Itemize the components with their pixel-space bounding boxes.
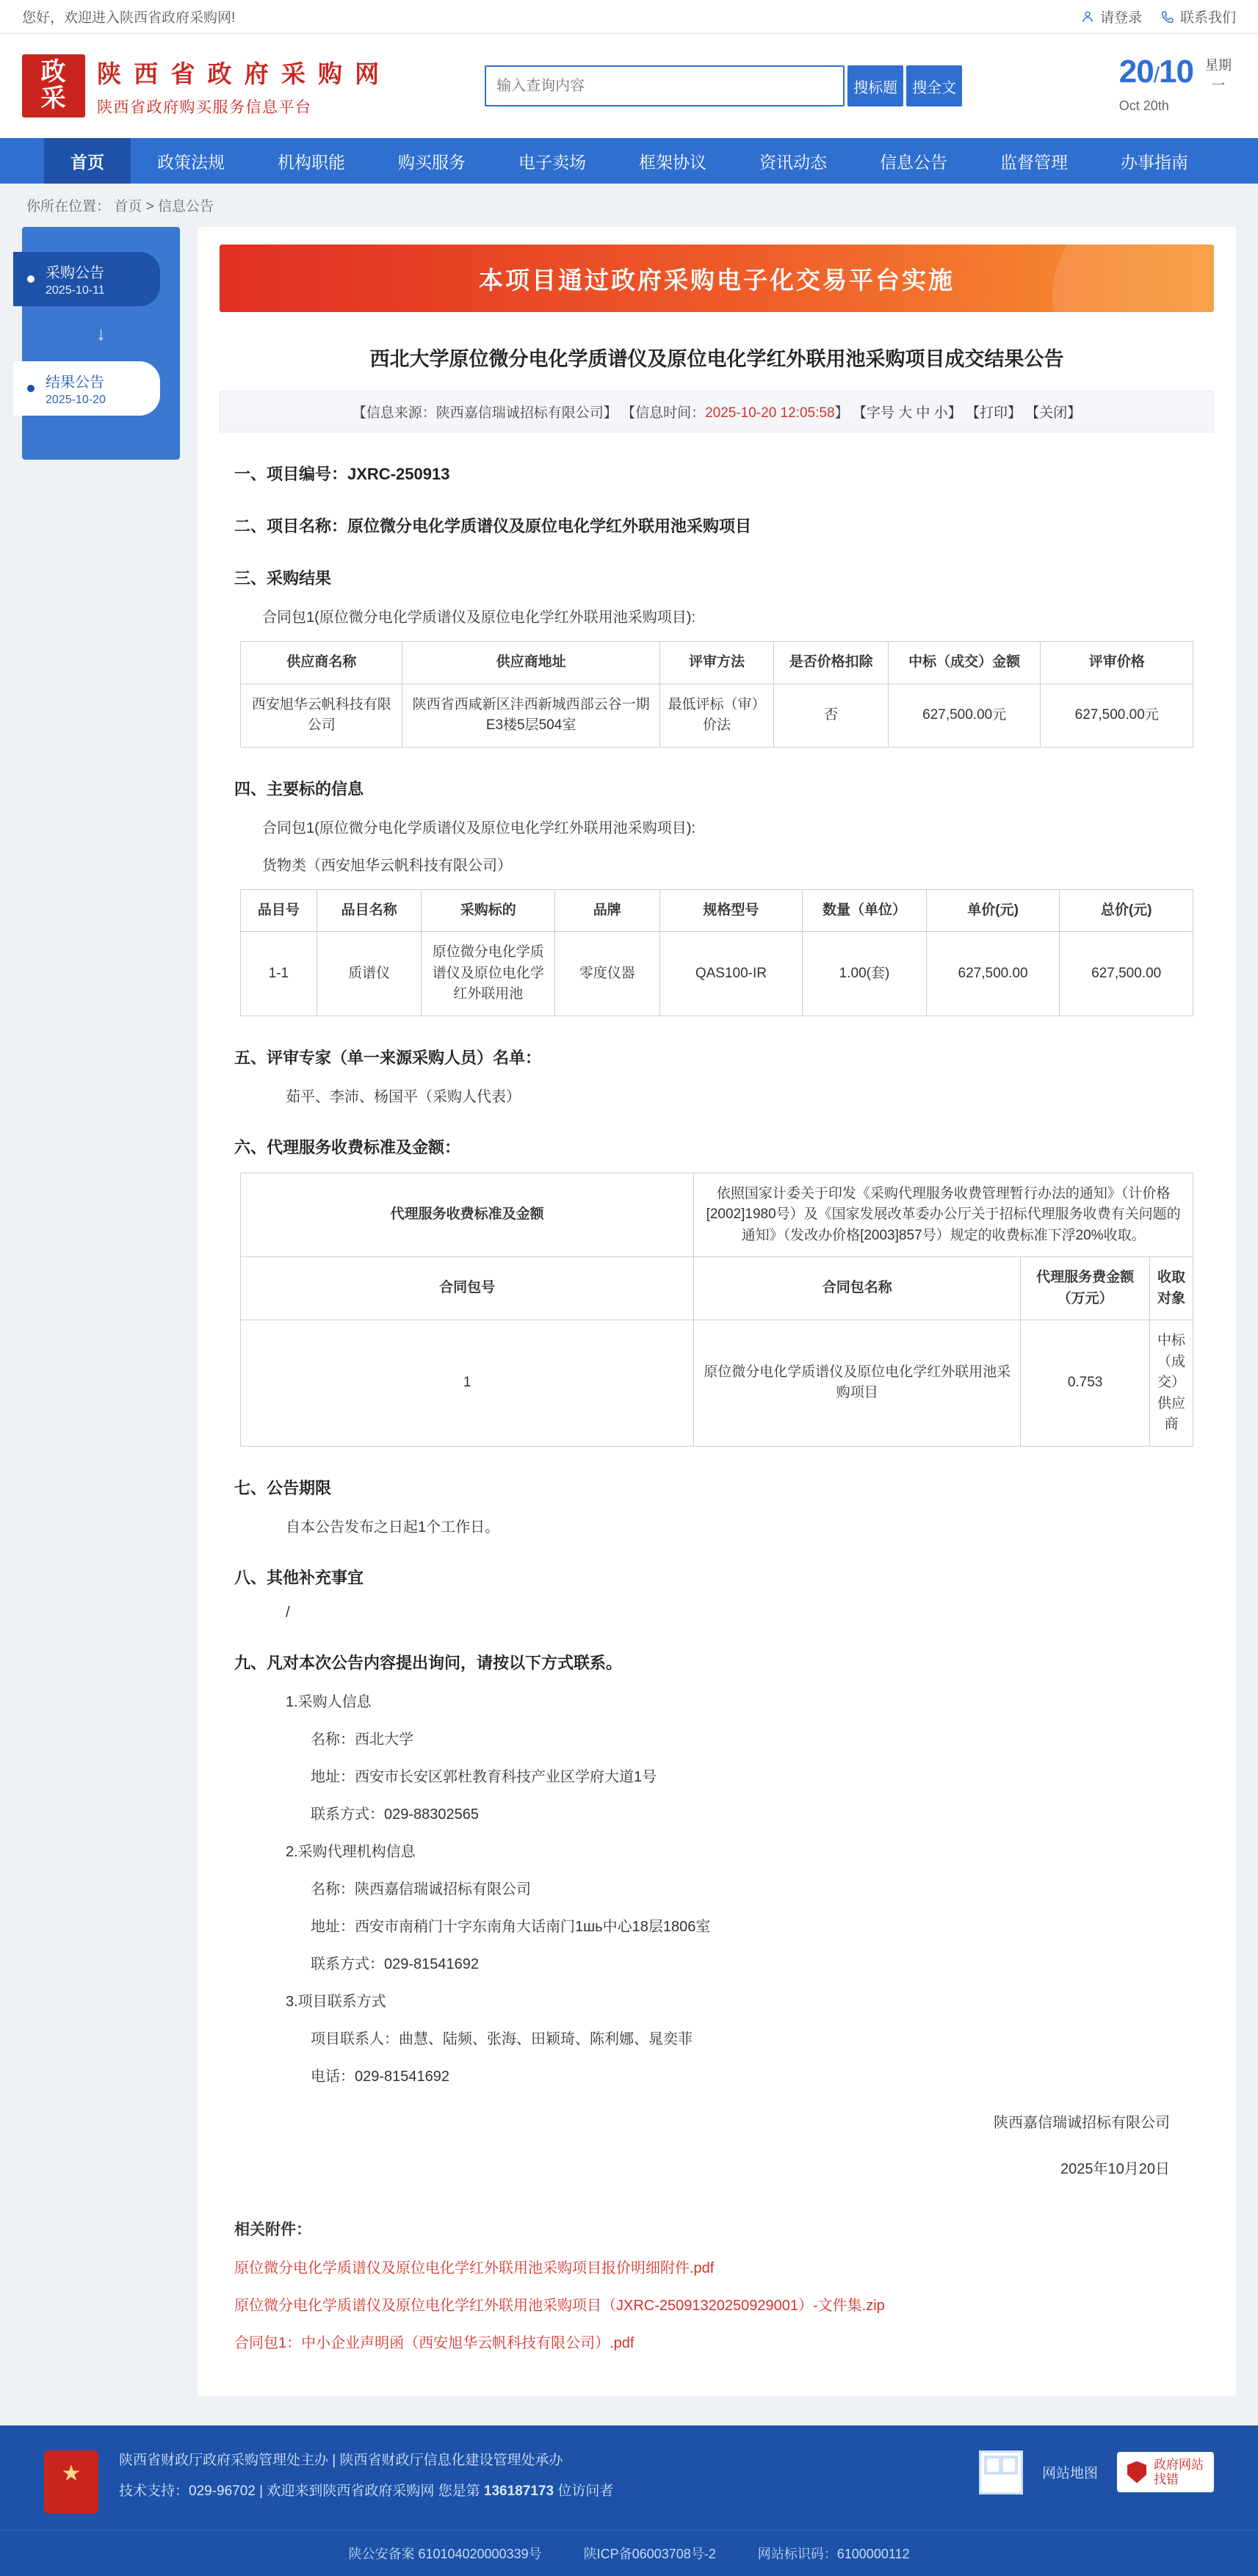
table-header-row <box>241 889 1193 932</box>
search-title-button[interactable]: 搜标题 <box>847 65 903 106</box>
attachment-link-3[interactable]: 合同包1：中小企业声明函（西安旭华云帆科技有限公司）.pdf <box>234 2334 635 2351</box>
table-row <box>241 1320 1193 1447</box>
signature-date: 2025年10月20日 <box>1060 2160 1170 2177</box>
page-body <box>0 227 1258 2425</box>
sidebar-item-date: 2025-10-11 <box>46 284 105 297</box>
print-button[interactable]: 【打印】 <box>965 405 1022 421</box>
bullet-icon <box>25 273 37 285</box>
breadcrumb-current[interactable]: 信息公告 <box>157 199 214 214</box>
date-month: 10 <box>1159 54 1193 90</box>
table-header-row <box>241 1257 1193 1320</box>
agency-fee-table <box>240 1173 1193 1447</box>
cell-package-name: 原位微分电化学质谱仪及原位电化学红外联用池采购项目 <box>694 1320 1021 1447</box>
section-5-body: 茹平、李沛、杨国平（采购人代表） <box>286 1088 521 1105</box>
nav-item-purchase-service[interactable]: 购买服务 <box>398 152 466 172</box>
scroll-down-icon[interactable]: ↓ <box>96 322 106 344</box>
signature-company: 陕西嘉信瑞诚招标有限公司 <box>994 2114 1170 2131</box>
phone-icon <box>1161 10 1174 23</box>
nav-item-supervision[interactable]: 监督管理 <box>1000 152 1068 172</box>
shield-icon <box>1127 2461 1146 2483</box>
project-contact-persons: 项目联系人：曲慧、陆频、张海、田颖琦、陈利娜、晁奕菲 <box>311 2030 693 2047</box>
col-supplier-name: 供应商名称 <box>241 642 402 684</box>
gov-website-report-badge[interactable] <box>1117 2452 1214 2492</box>
attachments-heading: 相关附件： <box>234 2221 311 2238</box>
contact-label: 联系我们 <box>1179 10 1236 26</box>
logo-mark-char-2: 采 <box>40 84 67 112</box>
fee-standard-title: 代理服务收费标准及金额 <box>241 1173 694 1257</box>
utility-bar <box>0 0 1258 34</box>
article-metabar <box>220 391 1214 433</box>
section-3-heading: 三、采购结果 <box>234 569 332 587</box>
col-unit-price: 单价(元) <box>926 889 1060 932</box>
col-award-amount: 中标（成交）金额 <box>888 642 1041 684</box>
bullet-icon <box>25 383 37 394</box>
col-price-deduction: 是否价格扣除 <box>774 642 889 684</box>
nav-item-functions[interactable]: 机构职能 <box>278 152 345 172</box>
col-model: 规格型号 <box>659 889 803 932</box>
footer-support-suffix: 位访问者 <box>557 2483 614 2499</box>
section-4-heading: 四、主要标的信息 <box>234 779 364 798</box>
nav-item-news[interactable]: 资讯动态 <box>759 152 827 172</box>
col-review-price: 评审价格 <box>1041 642 1193 684</box>
site-header <box>0 34 1258 138</box>
section-4-subtitle-1: 合同包1(原位微分电化学质谱仪及原位电化学红外联用池采购项目): <box>262 820 695 836</box>
font-size-control[interactable]: 【字号 大 中 小】 <box>852 405 962 421</box>
project-contact-tel: 电话：029-81541692 <box>311 2068 450 2085</box>
sidebar <box>22 227 180 460</box>
cell-fee-payer: 中标（成交）供应商 <box>1149 1320 1193 1447</box>
cell-model: QAS100-IR <box>659 932 803 1016</box>
agency-heading: 2.采购代理机构信息 <box>286 1843 416 1860</box>
col-item-name: 品目名称 <box>317 889 422 932</box>
section-3-subtitle: 合同包1(原位微分电化学质谱仪及原位电化学红外联用池采购项目): <box>262 609 695 626</box>
cell-award-amount: 627,500.00元 <box>888 684 1041 747</box>
close-button[interactable]: 【关闭】 <box>1025 405 1082 421</box>
sidebar-item-label: 采购公告 <box>46 265 104 281</box>
section-8-heading: 八、其他补充事宜 <box>234 1568 364 1587</box>
col-package-name: 合同包名称 <box>694 1257 1021 1320</box>
col-item-target: 采购标的 <box>422 889 555 932</box>
section-7-body: 自本公告发布之日起1个工作日。 <box>286 1519 500 1535</box>
logo-subtitle: 陕西省政府购买服务信息平台 <box>97 98 312 116</box>
cell-brand: 零度仪器 <box>554 932 659 1016</box>
site-id-code: 网站标识码：6100000112 <box>757 2546 910 2561</box>
cell-fee-amount: 0.753 <box>1021 1320 1150 1447</box>
contact-button[interactable] <box>1161 7 1236 26</box>
agency-tel: 联系方式：029-81541692 <box>311 1955 480 1972</box>
logo-mark-char-1: 政 <box>40 58 67 87</box>
section-4-subtitle-2: 货物类（西安旭华云帆科技有限公司） <box>262 857 512 874</box>
time-label: 【信息时间： <box>621 405 706 421</box>
project-contact-heading: 3.项目联系方式 <box>286 1993 386 2010</box>
purchaser-address: 地址：西安市长安区郭杜教育科技产业区学府大道1号 <box>311 1768 657 1785</box>
breadcrumb-prefix: 你所在位置： <box>26 199 111 214</box>
main-nav <box>0 138 1258 184</box>
logo-title: 陕 西 省 政 府 采 购 网 <box>97 59 383 87</box>
col-supplier-address: 供应商地址 <box>402 642 659 684</box>
breadcrumb <box>0 184 1258 227</box>
section-6-heading: 六、代理服务收费标准及金额： <box>234 1137 461 1157</box>
date-widget <box>1119 56 1232 114</box>
section-8-body: / <box>286 1604 290 1621</box>
nav-item-emarket[interactable]: 电子卖场 <box>518 152 586 172</box>
col-package-no: 合同包号 <box>241 1257 694 1320</box>
cell-review-price: 627,500.00元 <box>1041 684 1193 747</box>
nav-item-guide[interactable]: 办事指南 <box>1121 152 1188 172</box>
cell-item-name: 质谱仪 <box>317 932 422 1016</box>
qr-code-icon <box>979 2450 1023 2494</box>
sidebar-item-label: 结果公告 <box>46 375 104 391</box>
welcome-text: 您好，欢迎进入陕西省政府采购网! <box>22 10 236 26</box>
col-total-price: 总价(元) <box>1060 889 1193 932</box>
police-record: 陕公安备案 610104020000339号 <box>348 2546 542 2561</box>
attachment-link-1[interactable]: 原位微分电化学质谱仪及原位电化学红外联用池采购项目报价明细附件.pdf <box>234 2260 715 2276</box>
badge-line-2: 找错 <box>1154 2472 1179 2486</box>
nav-item-announcements[interactable]: 信息公告 <box>880 152 947 172</box>
section-1-heading: 一、项目编号：JXRC-250913 <box>234 465 450 483</box>
breadcrumb-home[interactable]: 首页 <box>114 199 142 214</box>
search-fulltext-button[interactable]: 搜全文 <box>906 65 962 106</box>
cell-total-price: 627,500.00 <box>1060 932 1193 1016</box>
breadcrumb-separator: > <box>145 199 154 214</box>
cell-quantity: 1.00(套) <box>803 932 927 1016</box>
badge-line-1: 政府网站 <box>1154 2457 1204 2472</box>
col-fee-payer: 收取对象 <box>1149 1257 1193 1320</box>
nav-item-framework[interactable]: 框架协议 <box>639 152 706 172</box>
cell-item-no: 1-1 <box>241 932 317 1016</box>
result-table <box>240 641 1193 748</box>
sidebar-item-result-notice[interactable] <box>13 361 160 416</box>
publish-time: 2025-10-20 12:05:58 <box>705 405 835 421</box>
attachment-link-2[interactable]: 原位微分电化学质谱仪及原位电化学红外联用池采购项目（JXRC-25091320250929001）-文件集.zip <box>234 2297 885 2314</box>
site-footer <box>0 2425 1258 2576</box>
date-day: 20 <box>1118 54 1154 90</box>
col-quantity: 数量（单位） <box>803 889 927 932</box>
item-table <box>240 889 1193 1016</box>
col-brand: 品牌 <box>554 889 659 932</box>
cell-unit-price: 627,500.00 <box>926 932 1060 1016</box>
purchaser-heading: 1.采购人信息 <box>286 1693 372 1710</box>
login-label: 请登录 <box>1099 10 1142 26</box>
cell-price-deduction: 否 <box>774 684 889 747</box>
source-value: 陕西嘉信瑞诚招标有限公司 <box>435 405 604 421</box>
page-title: 西北大学原位微分电化学质谱仪及原位电化学红外联用池采购项目成交结果公告 <box>369 348 1064 370</box>
nav-item-home[interactable]: 首页 <box>44 138 131 184</box>
attachments-list <box>220 2256 1214 2352</box>
search-input[interactable] <box>485 65 845 106</box>
sidebar-item-purchase-notice[interactable] <box>13 252 160 306</box>
week-label: 星期 <box>1205 58 1232 73</box>
agency-name: 名称：陕西嘉信瑞诚招标有限公司 <box>311 1881 531 1897</box>
platform-banner: 本项目通过政府采购电子化交易平台实施 <box>220 245 1214 312</box>
site-logo[interactable] <box>22 54 382 117</box>
section-9-heading: 九、凡对本次公告内容提出询问，请按以下方式联系。 <box>234 1653 623 1672</box>
cell-item-target: 原位微分电化学质谱仪及原位电化学红外联用池 <box>422 932 555 1016</box>
cell-supplier-name: 西安旭华云帆科技有限公司 <box>241 684 402 747</box>
logo-mark-icon <box>22 54 85 117</box>
col-review-method: 评审方法 <box>659 642 774 684</box>
cell-review-method: 最低评标（审）价法 <box>659 684 774 747</box>
week-value: 一 <box>1212 78 1225 93</box>
section-7-heading: 七、公告期限 <box>234 1478 332 1497</box>
time-end: 】 <box>834 405 849 421</box>
source-label: 【信息来源： <box>352 405 436 421</box>
table-row <box>241 684 1193 747</box>
fee-standard-note: 依照国家计委关于印发《采购代理服务收费管理暂行办法的通知》（计价格[2002]1980号）及《国家发展改革委办公厅关于招标代理服务收费有关问题的通知》（发改办价格[2003]857号）规定的收费标准下浮20%收取。 <box>694 1173 1193 1257</box>
section-5-heading: 五、评审专家（单一来源采购人员）名单： <box>234 1048 542 1067</box>
cell-supplier-address: 陕西省西咸新区沣西新城西部云谷一期E3楼5层504室 <box>402 684 659 747</box>
purchaser-tel: 联系方式：029-88302565 <box>311 1806 480 1823</box>
footer-support-line: 技术支持：029-96702 | 欢迎来到陕西省政府采购网 您是第 <box>119 2483 480 2499</box>
footer-org-line: 陕西省财政厅政府采购管理处主办 | 陕西省财政厅信息化建设管理处承办 <box>119 2452 563 2468</box>
table-row <box>241 1173 1193 1257</box>
source-end: 】 <box>603 405 618 421</box>
section-2-heading: 二、项目名称：原位微分电化学质谱仪及原位电化学红外联用池采购项目 <box>234 517 752 535</box>
purchaser-name: 名称：西北大学 <box>311 1731 413 1748</box>
table-row <box>241 932 1193 1016</box>
date-english: Oct 20th <box>1118 98 1169 113</box>
search-area <box>485 65 962 106</box>
user-icon <box>1081 10 1094 23</box>
footer-legal-bar <box>0 2530 1258 2576</box>
date-separator: / <box>1153 63 1160 87</box>
visitor-count: 136187173 <box>483 2483 554 2499</box>
cell-package-no: 1 <box>241 1320 694 1447</box>
announcement-article <box>198 227 1236 2396</box>
icp-record[interactable]: 陕ICP备06003708号-2 <box>583 2546 716 2561</box>
sitemap-link[interactable]: 网站地图 <box>1041 2466 1098 2481</box>
login-button[interactable] <box>1081 7 1142 26</box>
col-fee-amount: 代理服务费金额（万元） <box>1021 1257 1150 1320</box>
table-header-row <box>241 642 1193 684</box>
national-emblem-icon <box>44 2450 98 2514</box>
nav-item-policy[interactable]: 政策法规 <box>157 152 225 172</box>
agency-address: 地址：西安市南稍门十字东南角大话南门1шь中心18层1806室 <box>311 1918 711 1935</box>
col-item-no: 品目号 <box>241 889 317 932</box>
sidebar-item-date: 2025-10-20 <box>46 394 106 406</box>
